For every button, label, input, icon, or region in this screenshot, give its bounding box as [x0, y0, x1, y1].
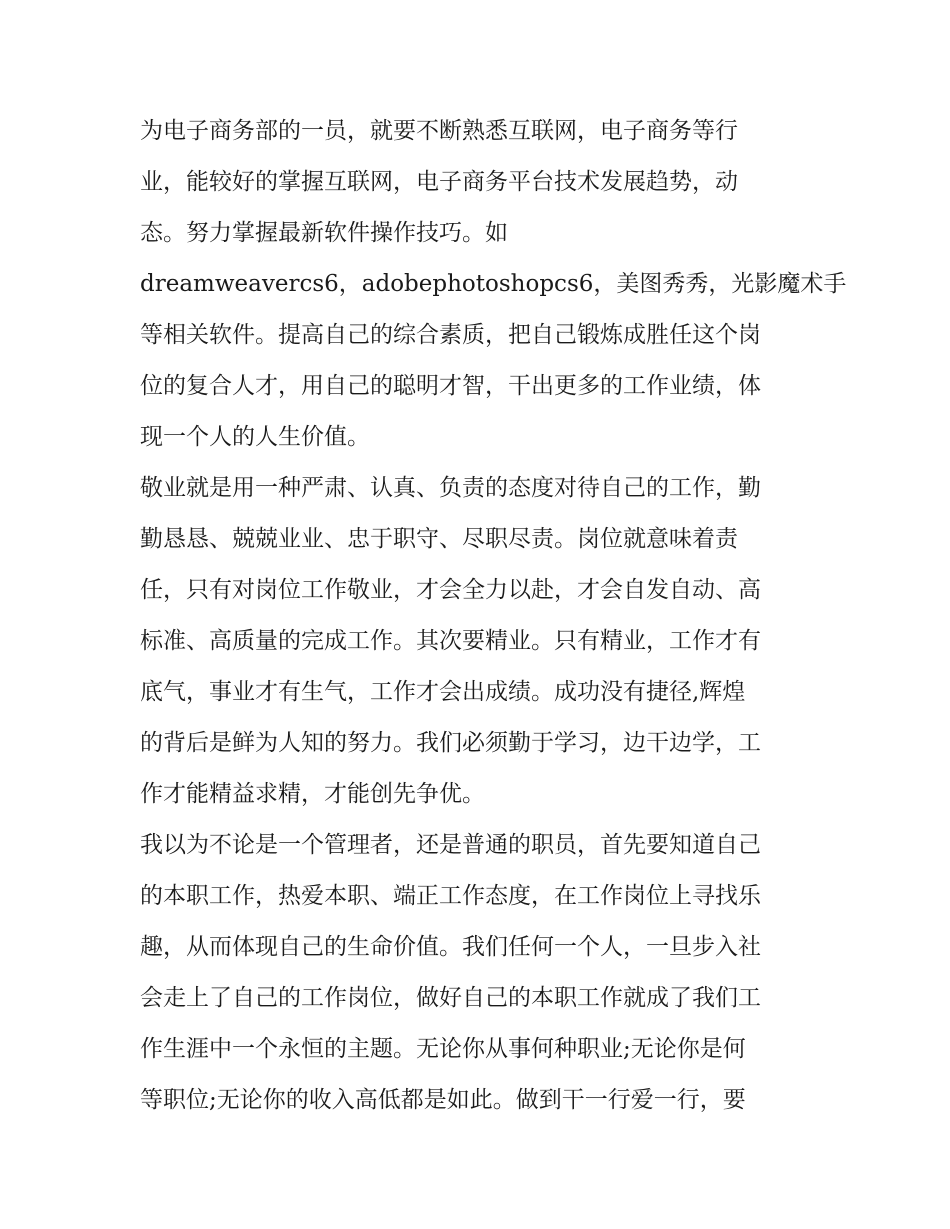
text-line: 我以为不论是一个管理者，还是普通的职员，首先要知道自己 — [140, 832, 761, 858]
text-line: 作才能精益求精，才能创先争优。 — [140, 781, 485, 807]
text-line: 标准、高质量的完成工作。其次要精业。只有精业，工作才有 — [140, 628, 761, 654]
text-line: 底气，事业才有生气，工作才会出成绩。成功没有捷径,辉煌 — [140, 679, 746, 705]
text-line: 态。努力掌握最新软件操作技巧。如 — [140, 220, 508, 246]
text-line: dreamweavercs6，adobephotoshopcs6，美图秀秀，光影魔术手 — [140, 271, 847, 297]
text-line: 作生涯中一个永恒的主题。无论你从事何种职业;无论你是何 — [140, 1036, 746, 1062]
text-line: 位的复合人才，用自己的聪明才智，干出更多的工作业绩，体 — [140, 373, 761, 399]
text-line: 为电子商务部的一员，就要不断熟悉互联网，电子商务等行 — [140, 118, 738, 144]
text-line: 的背后是鲜为人知的努力。我们必须勤于学习，边干边学，工 — [140, 730, 761, 756]
text-line: 敬业就是用一种严肃、认真、负责的态度对待自己的工作，勤 — [140, 475, 761, 501]
text-line: 勤恳恳、兢兢业业、忠于职守、尽职尽责。岗位就意味着责 — [140, 526, 738, 552]
text-line: 趣，从而体现自己的生命价值。我们任何一个人，一旦步入社 — [140, 934, 761, 960]
text-line: 等相关软件。提高自己的综合素质，把自己锻炼成胜任这个岗 — [140, 322, 761, 348]
text-line: 任，只有对岗位工作敬业，才会全力以赴，才会自发自动、高 — [140, 577, 761, 603]
text-line: 业，能较好的掌握互联网，电子商务平台技术发展趋势，动 — [140, 169, 738, 195]
text-line: 等职位;无论你的收入高低都是如此。做到干一行爱一行，要 — [140, 1087, 746, 1113]
text-line: 的本职工作，热爱本职、端正工作态度，在工作岗位上寻找乐 — [140, 883, 761, 909]
text-line: 现一个人的人生价值。 — [140, 424, 370, 450]
text-line: 会走上了自己的工作岗位，做好自己的本职工作就成了我们工 — [140, 985, 761, 1011]
body-text — [140, 106, 847, 1126]
